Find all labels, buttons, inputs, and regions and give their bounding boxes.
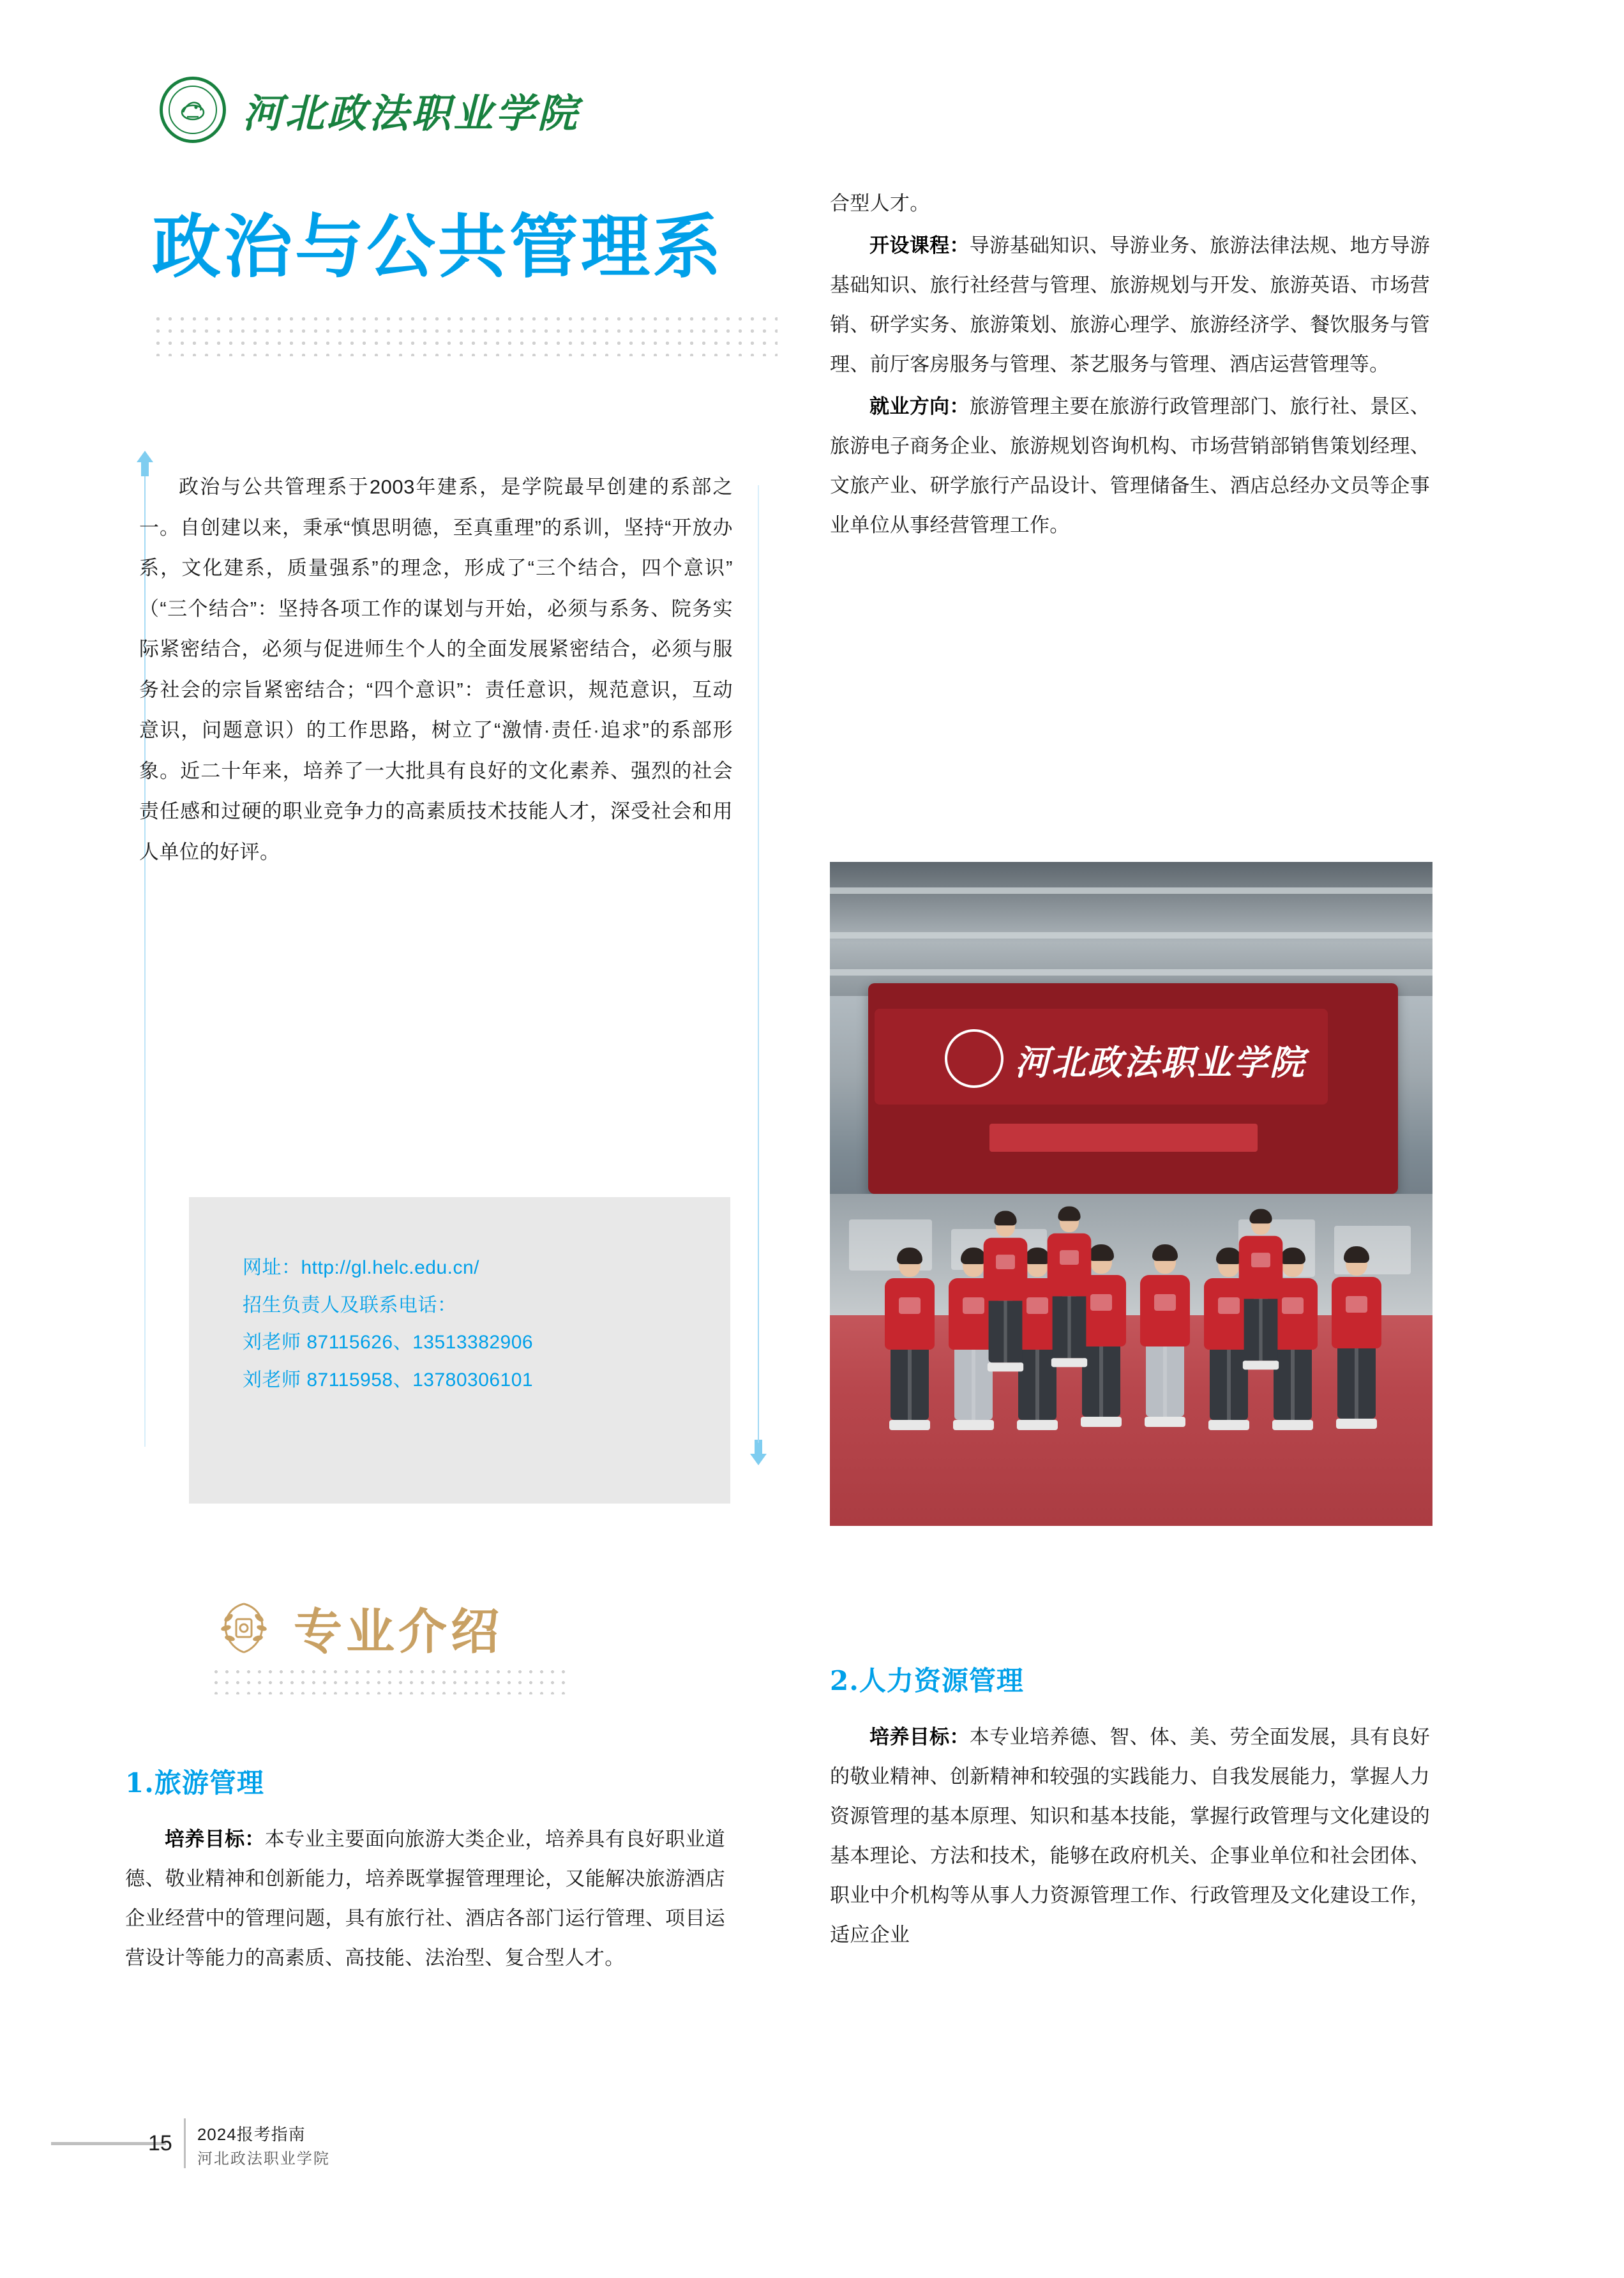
- major-1-continued: [830, 184, 1430, 548]
- contact-person-1: 刘老师 87115626、13513382906: [243, 1332, 534, 1353]
- major-2-block: [830, 1660, 1430, 1957]
- intro-paragraph: 政治与公共管理系于2003年建系，是学院最早创建的系部之一。自创建以来，秉承“慎思明德，至真重理”的系训，坚持“开放办系，文化建系，质量强系”的理念，形成了“三个结合，四个意识”（“三个结合”：坚持各项工作的谋划与开始，必须与系务、院务实际紧密结合，必须与促进师生个人的全面发展紧密结合，必须与服务社会的宗旨紧密结合；“四个意识”：责任意识，规范意识，互动意识，问题意识）的工作思路，树立了“激情·责任·追求”的系部形象。近二十年来，培养了一大批具有良好的文化素养、强烈的社会责任感和过硬的职业竞争力的高素质技术技能人才，深受社会和用人单位的好评。: [139, 476, 733, 863]
- major-2-title: 2.人力资源管理: [830, 1665, 1024, 1696]
- major-1-goal-label: 培养目标：: [165, 1828, 265, 1850]
- page-number: 15: [148, 2131, 172, 2155]
- booth-seal-icon: [945, 1029, 1004, 1088]
- title-dot-band: [152, 313, 778, 356]
- department-intro: [139, 447, 733, 892]
- booth-wordmark: 河北政法职业学院: [1015, 1042, 1306, 1083]
- laurel-wreath-icon: [211, 1595, 277, 1661]
- footer-school-name: 河北政法职业学院: [197, 2150, 330, 2168]
- brand-wordmark: 河北政法职业学院: [243, 89, 580, 137]
- major-1-goal-text: 本专业主要面向旅游大类企业，培养具有良好职业道德、敬业精神和创新能力，培养既掌握管理理论，又能解决旅游酒店企业经营中的管理问题，具有旅行社、酒店各部门运行管理、项目运营设计等能力的高素质、高技能、法治型、复合型人才。: [125, 1828, 725, 1969]
- contact-label: 招生负责人及联系电话：: [243, 1294, 457, 1316]
- major-1-career: [830, 387, 1430, 545]
- majors-heading-text: 专业介绍: [294, 1603, 503, 1660]
- rail-right: [758, 485, 759, 1443]
- major-2-goal: [830, 1717, 1430, 1955]
- major-2-goal-label: 培养目标：: [869, 1726, 970, 1748]
- major-1-goal: [125, 1820, 725, 1978]
- contact-person-2: 刘老师 87115958、13780306101: [243, 1369, 534, 1391]
- page-title: 政治与公共管理系: [152, 207, 725, 287]
- major-1-career-text: 旅游管理主要在旅游行政管理部门、旅行社、景区、旅游电子商务企业、旅游规划咨询机构、市场营销部销售策划经理、文旅产业、研学旅行产品设计、管理储备生、酒店总经办文员等企事业单位从事经营管理工作。: [830, 395, 1430, 536]
- majors-heading-dot-band: [211, 1666, 568, 1694]
- contact-website[interactable]: 网址：http://gl.helc.edu.cn/: [243, 1257, 480, 1278]
- page-footer: [148, 2118, 330, 2171]
- majors-section-heading: [211, 1593, 503, 1663]
- major-1-courses: [830, 226, 1430, 384]
- arrow-marker-right: [750, 1440, 767, 1465]
- major-1-goal-tail: 合型人才。: [830, 192, 930, 215]
- contact-box: [189, 1197, 730, 1504]
- major-1-courses-label: 开设课程：: [869, 234, 970, 257]
- major-1-block: [125, 1762, 725, 1980]
- major-1-career-label: 就业方向：: [869, 395, 970, 418]
- recruitment-fair-group-photo: [830, 862, 1432, 1526]
- major-1-courses-text: 导游基础知识、导游业务、旅游法律法规、地方导游基础知识、旅行社经营与管理、旅游规划与开发、旅游英语、市场营销、研学实务、旅游策划、旅游心理学、旅游经济学、餐饮服务与管理、前厅客房服务与管理、茶艺服务与管理、酒店运营管理等。: [830, 234, 1430, 375]
- footer-guide-title: 2024报考指南: [197, 2125, 306, 2144]
- major-1-title: 1.旅游管理: [125, 1767, 264, 1799]
- brand-header: [160, 77, 580, 143]
- university-seal-icon: [160, 77, 226, 143]
- footer-divider: [184, 2118, 186, 2168]
- major-2-goal-text: 本专业培养德、智、体、美、劳全面发展，具有良好的敬业精神、创新精神和较强的实践能力、自我发展能力，掌握人力资源管理的基本原理、知识和基本技能，掌握行政管理与文化建设的基本理论、方法和技术，能够在政府机关、企事业单位和社会团体、职业中介机构等从事人力资源管理工作、行政管理及文化建设工作，适应企业: [830, 1726, 1430, 1946]
